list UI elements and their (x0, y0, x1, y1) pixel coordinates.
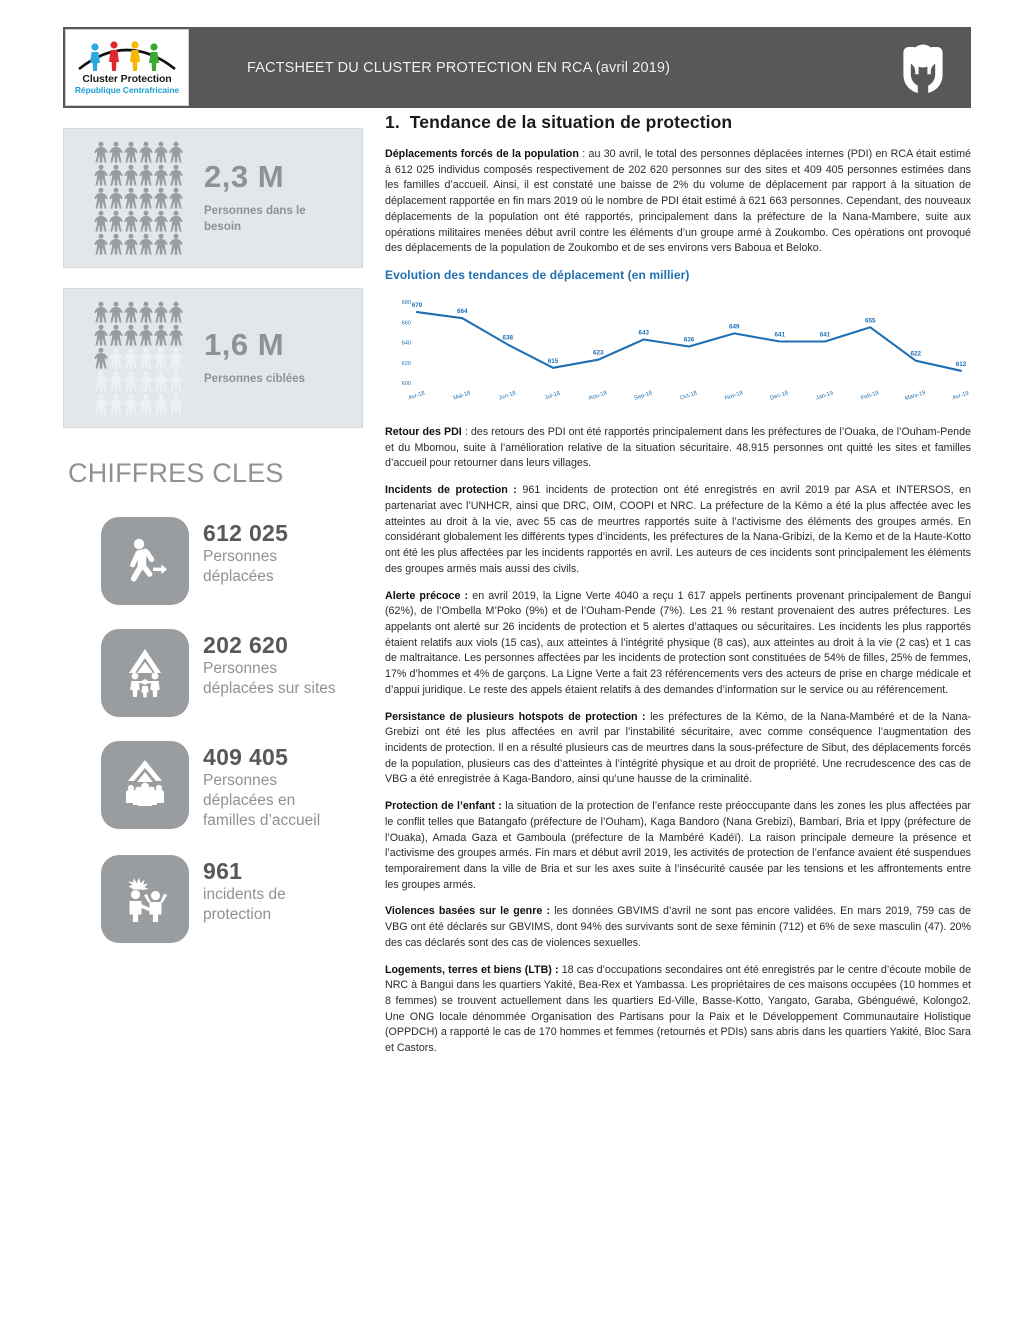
person-pictogram-icon (139, 164, 153, 186)
chart-point-label: 664 (457, 308, 468, 316)
person-pictogram-icon (139, 393, 153, 415)
person-pictogram-icon (109, 233, 123, 255)
key-figure-protection-incidents (63, 855, 363, 943)
x-axis-tick: Avr-18 (407, 390, 426, 402)
paragraph-forced-displacement (385, 147, 971, 257)
paragraph-text: 18 cas d’occupations secondaires ont été enregistrés par le centre d’écoute mobile de NRC à Bangui dans les quartiers Yakité, Bea-Rex et Yambassa. Les propriétaires de ces maisons occupées (10 hommes et 8 femmes) se trouvent actuellement dans les quartiers Ed-Ville, Basse-Kotto, Yangato, Garaba, Gbénguéwé, Kolongo2. Une ONG locale dénommée Organisation des Partisans pour la Paix et le Développement Communautaire Holistique (OPPDCH) a rapporté le cas de 170 hommes et femmes (retournés et PDIs) sans abris dans les quartiers Yakité, Bloc Sara et Castors. (385, 963, 972, 1055)
paragraph-text: : des retours des PDI ont été rapportés principalement dans les préfectures de l’Ouaka, de l’Ouham-Pende et du Mbomou, suite à l’amélioration relative de la situation sécuritaire. 48.915 personnes ont quitté les sites et familles d’accueil pour retourner dans leurs villages. (385, 426, 972, 470)
paragraph-text: la situation de la protection de l’enfance reste préoccupante dans les zones les plus affectées par le conflit telles que Batangafo (préfecture de l’Ouham), Kaga Bandoro (Nana Grebizi), Bambari, Bria et Ippy (préfecture de l’Ouaka), Amada Gaza et Gamboula (préfecture de la Mambéré Kadéï). La raison principale demeure la présence et l’activisme des groupes armés. Fin mars et début avril 2019, les activités de protection de l’enfance avaient été suspendues temporairement dans la ville de Bria et sur les axes suite à l’insécurité causée par les tensions et les affrontements entre les groupes armés. (385, 800, 971, 891)
person-pictogram-icon (94, 393, 108, 415)
person-pictogram-icon (94, 233, 108, 255)
person-pictogram-icon (109, 393, 123, 415)
chart-point-label: 612 (955, 360, 967, 368)
sidebar (63, 128, 363, 967)
section-title: Tendance de la situation de protection (409, 112, 733, 132)
chart-point-label: 623 (593, 349, 604, 357)
x-axis-tick: Mai-18 (452, 390, 472, 402)
person-pictogram-icon (109, 370, 123, 392)
person-pictogram-icon (94, 370, 108, 392)
paragraph-lead: Persistance de plusieurs hotspots de protection : (385, 710, 646, 723)
y-axis-tick: 660 (401, 320, 411, 327)
person-pictogram-icon (139, 301, 153, 323)
logo-subtitle: République Centrafricaine (74, 85, 180, 96)
key-figure-number: 409 405 (203, 744, 289, 770)
chart-point-label: 643 (638, 329, 649, 337)
chart-point-label: 641 (774, 331, 785, 339)
person-pictogram-icon (154, 347, 168, 369)
person-pictogram-icon (154, 393, 168, 415)
person-pictogram-icon (109, 324, 123, 346)
chart-point-label: 636 (683, 336, 695, 344)
paragraph-lead: Retour des PDI (385, 426, 462, 439)
paragraph-lead: Logements, terres et biens (LTB) : (385, 963, 559, 976)
person-pictogram-icon (124, 324, 138, 346)
x-axis-tick: Dec-18 (769, 390, 790, 402)
stat-label: Personnes dans le besoin (204, 204, 306, 233)
paragraph-gender-based-violence (385, 904, 971, 951)
people-pictogram-partial (94, 301, 184, 415)
logo-title: Cluster Protection (82, 73, 172, 85)
person-pictogram-icon (169, 210, 183, 232)
person-pictogram-icon (109, 164, 123, 186)
chart-point-label: 638 (502, 334, 513, 342)
logo-figures-icon (73, 33, 181, 73)
person-pictogram-icon (94, 324, 108, 346)
person-pictogram-icon (169, 370, 183, 392)
person-pictogram-icon (169, 187, 183, 209)
person-pictogram-icon (154, 370, 168, 392)
x-axis-tick: Nov-18 (724, 390, 744, 402)
key-figure-label: Personnes déplacées (203, 548, 278, 585)
x-axis-tick: Jul-18 (544, 390, 562, 402)
page-header (63, 27, 971, 108)
person-pictogram-icon (154, 301, 168, 323)
person-pictogram-icon (124, 141, 138, 163)
walking-person-arrow-icon (101, 517, 189, 605)
stat-value: 1,6 M (204, 326, 285, 362)
page-title: FACTSHEET DU CLUSTER PROTECTION EN RCA (avril 2019) (247, 59, 671, 76)
x-axis-tick: Aou-18 (588, 390, 608, 402)
x-axis-tick: Feb-19 (860, 390, 880, 402)
key-figure-number: 612 025 (203, 520, 289, 546)
y-axis-tick: 640 (401, 340, 411, 347)
person-pictogram-icon (94, 301, 108, 323)
paragraph-hotspots (385, 710, 971, 789)
person-pictogram-icon (154, 233, 168, 255)
person-pictogram-icon (94, 187, 108, 209)
paragraph-text: les préfectures de la Kémo, de la Nana-Mambéré et de la Nana-Grebizi ont été les plus affectées en avril par l’instabilité sécuritaire, avec comme conséquence l’augmentation des incidents de protection. Il en a résulté plusieurs cas de meurtres dans la sous-préfecture de Sibut, des déplacements forcés de la population, plusieurs cas des d’atteintes à l’intégrité physique et au droit de propriété. Une recrudescence des cas de VBG a été enregistrée à Kaga-Bandoro, ainsi qu’une hausse de la criminalité. (385, 710, 971, 786)
person-pictogram-icon (109, 347, 123, 369)
key-figure-number: 961 (203, 857, 243, 884)
person-pictogram-icon (124, 233, 138, 255)
x-axis-tick: Jun-18 (498, 390, 517, 402)
chart-point-label: 670 (411, 302, 423, 310)
key-figure-label: Personnes déplacées sur sites (203, 660, 336, 697)
key-figures-heading: CHIFFRES CLES (68, 458, 284, 488)
cluster-protection-logo (65, 29, 189, 106)
person-pictogram-icon (139, 210, 153, 232)
person-pictogram-icon (139, 187, 153, 209)
chart-point-label: 655 (865, 317, 876, 325)
chart-point-label: 622 (910, 350, 921, 358)
person-pictogram-icon (169, 301, 183, 323)
person-pictogram-icon (169, 347, 183, 369)
main-content (385, 112, 971, 1068)
paragraph-protection-incidents (385, 483, 971, 577)
chart-point-label: 641 (819, 331, 831, 339)
stat-card-people-in-need (63, 128, 363, 268)
x-axis-tick: Avr-19 (951, 390, 970, 402)
person-pictogram-icon (139, 324, 153, 346)
person-pictogram-icon (94, 164, 108, 186)
section-number: 1. (385, 112, 400, 132)
key-figure-displaced-host-families (63, 741, 363, 831)
person-pictogram-icon (139, 370, 153, 392)
key-figures-list (63, 517, 363, 943)
person-pictogram-icon (109, 141, 123, 163)
stat-label: Personnes ciblées (204, 372, 305, 385)
host-family-house-icon (101, 741, 189, 829)
person-pictogram-icon (139, 233, 153, 255)
key-figure-number: 202 620 (203, 632, 289, 658)
violence-incident-icon (101, 855, 189, 943)
person-pictogram-icon (139, 141, 153, 163)
key-figure-displaced-persons (63, 517, 363, 605)
person-pictogram-icon (94, 210, 108, 232)
paragraph-lead: Protection de l’enfant : (385, 800, 502, 813)
paragraph-early-warning (385, 589, 971, 699)
x-axis-tick: Oct-18 (679, 390, 698, 402)
person-pictogram-icon (124, 393, 138, 415)
person-pictogram-icon (124, 370, 138, 392)
tent-family-icon (101, 629, 189, 717)
paragraph-text: les données GBVIMS d’avril ne sont pas encore validées. En mars 2019, 759 cas de VBG ont été déclarés sur GBVIMS, dont 94% des survivants sont de sexe féminin (712) et 6% de sexe masculin (47). 20% des cas déclarés sont des cas de violences sexuelles. (385, 905, 971, 949)
person-pictogram-icon (169, 164, 183, 186)
person-pictogram-icon (154, 187, 168, 209)
displacement-trend-chart (385, 268, 971, 411)
person-pictogram-icon (169, 141, 183, 163)
person-pictogram-icon (139, 347, 153, 369)
x-axis-tick: Sep-18 (633, 390, 654, 402)
protection-hands-icon (875, 27, 971, 108)
person-pictogram-icon (109, 301, 123, 323)
paragraph-lead: Déplacements forcés de la population (385, 148, 579, 160)
key-figure-displaced-on-sites (63, 629, 363, 717)
paragraph-lead: Incidents de protection : (385, 484, 517, 497)
person-pictogram-icon (124, 210, 138, 232)
paragraph-idp-returns (385, 425, 971, 472)
person-pictogram-icon (124, 347, 138, 369)
stat-value: 2,3 M (204, 158, 285, 194)
paragraph-lead: Violences basées sur le genre : (385, 905, 551, 918)
person-pictogram-icon (124, 301, 138, 323)
paragraph-text: en avril 2019, la Ligne Verte 4040 a reçu 1 617 appels pertinents provenant principalement de Bangui (62%), de l’Ombella M’Poko (9%) et de l’Ouham-Pende (7%). Les 21 % restant provenaient des autres préfectures. Les appelants ont alerté sur 26 incidents de protection et 5 alertes d’attaques ou sécuritaires. Les incidents les plus rapportés étaient relatifs aux viols (15 cas), aux atteintes à l’intégrité physique (8 cas), aux atteintes au droit à la vie (2 cas) et 1 cas de maltraitance. Les personnes affectées par les incidents de protection sont constituées de 54% de filles, 25% de femmes, 17% d’hommes et 4% de garçons. La Ligne Verte a fait 23 référencements vers des acteurs de prise en charge médicale et d’appui juridique. Le reste des appels étaient relatifs à des demandes d’information sur le service ou au référencement. (385, 589, 971, 696)
y-axis-tick: 620 (401, 360, 411, 367)
paragraph-text: : au 30 avril, le total des personnes déplacées internes (PDI) en RCA était estimé à 612 025 individus composés respectivement de 202 620 personnes sur des sites et 409 405 personnes estimées dans les familles d’accueil. Ainsi, il est constaté une baisse de 2% du volume de déplacement par rapport à la situation de déplacement rapportée en fin mars 2019 où le nombre de PDI était estimé à 621 663 personnes. Cependant, des nouveaux déplacements de la population ont été rapportés, principalement dans la préfecture de la Nana-Mambere, suite aux opérations militaires menées début avril contre les éléments d’un groupe armé à Zoukombo. Ces opérations ont provoqué des déplacements de la population de Zoukombo et de ses environs vers Baboua et Beloko. (385, 148, 971, 255)
key-figure-label: incidents de protection (203, 885, 286, 923)
person-pictogram-icon (109, 210, 123, 232)
person-pictogram-icon (154, 210, 168, 232)
y-axis-tick: 600 (401, 381, 411, 388)
paragraph-housing-land-property (385, 963, 971, 1057)
paragraph-lead: Alerte précoce : (385, 589, 469, 602)
person-pictogram-icon (154, 164, 168, 186)
paragraph-text: 961 incidents de protection ont été enregistrés en avril 2019 par ASA et INTERSOS, en partenariat avec l’UNHCR, ainsi que DRC, OIM, COOPI et NRC. La préfecture de la Kémo a été la plus affectée avec les atteintes au droit à la vie, avec 55 cas de meurtres rapportés suite à l’activisme des éléments des groupes armés. En considérant globalement les différents types d’incidents, les préfectures de la Nana-Gribizi, de la Kemo et de la Haute-Kotto ont été les plus affectées par les incidents rapportés en avril. Les auteurs de ces incidents sont principalement les éléments des groupes armés mais aussi des civils. (385, 484, 971, 575)
person-pictogram-icon (169, 393, 183, 415)
chart-plot-area (385, 286, 971, 411)
key-figure-label: Personnes déplacées en familles d’accueil (203, 772, 321, 829)
people-pictogram-full (94, 141, 184, 255)
person-pictogram-icon (154, 141, 168, 163)
person-pictogram-icon (169, 324, 183, 346)
chart-point-label: 615 (547, 357, 559, 365)
person-pictogram-icon (124, 164, 138, 186)
y-axis-tick: 680 (401, 300, 411, 307)
person-pictogram-icon (109, 187, 123, 209)
x-axis-tick: Jan-19 (815, 390, 835, 402)
person-pictogram-icon (169, 233, 183, 255)
paragraph-child-protection (385, 799, 971, 893)
person-pictogram-icon (124, 187, 138, 209)
x-axis-tick: Mars-19 (904, 389, 927, 403)
person-pictogram-icon (154, 324, 168, 346)
person-pictogram-icon (94, 141, 108, 163)
section-heading (385, 112, 971, 133)
chart-title: Evolution des tendances de déplacement (en millier) (385, 268, 690, 283)
chart-point-label: 649 (729, 323, 740, 331)
person-pictogram-icon (94, 347, 108, 369)
stat-card-people-targeted (63, 288, 363, 428)
